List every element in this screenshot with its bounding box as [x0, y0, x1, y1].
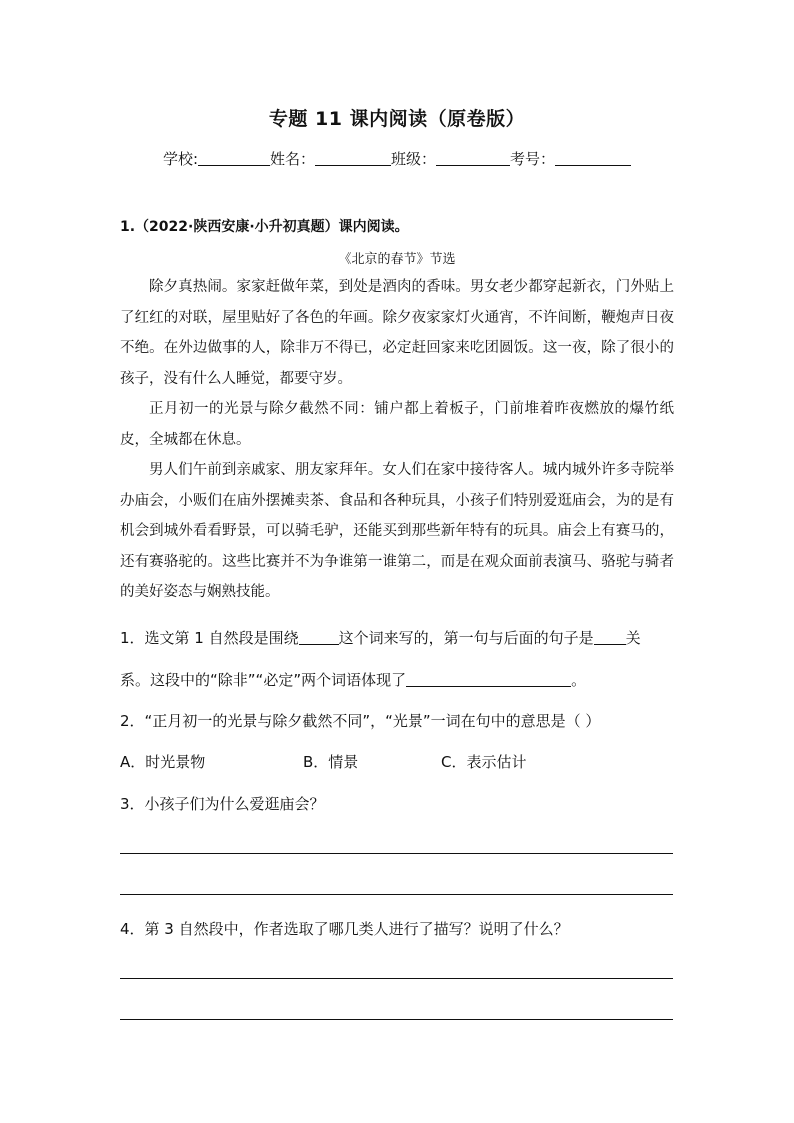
q1-text-b: 这个词来写的，第一句与后面的句子是 [338, 629, 594, 647]
q1-blank-3[interactable] [406, 671, 571, 687]
option-c[interactable]: C．表示估计 [441, 753, 527, 771]
option-b[interactable]: B．情景 [303, 753, 359, 771]
q1-blank-2[interactable] [594, 629, 626, 645]
sub-question-1-line-1 [120, 627, 641, 648]
question-heading: 1.（2022·陕西安康·小升初真题）课内阅读。 [120, 219, 409, 235]
q1-text-a: 1．选文第 1 自然段是围绕 [120, 629, 299, 647]
number-blank[interactable] [555, 150, 631, 166]
sub-question-1-line-2 [120, 669, 586, 690]
sub-question-3: 3．小孩子们为什么爱逛庙会？ [120, 795, 325, 813]
passage-title: 《北京的春节》节选 [338, 252, 456, 267]
student-info-row [0, 148, 794, 169]
q1-text-e: 。 [571, 671, 587, 689]
school-label: 学校: [162, 150, 198, 168]
option-a[interactable]: A．时光景物 [120, 753, 206, 771]
number-label: 考号： [510, 150, 556, 168]
sub-question-2: 2．“正月初一的光景与除夕截然不同”，“光景”一词在句中的意思是（ ） [120, 712, 601, 730]
sub-question-4: 4．第 3 自然段中，作者选取了哪几类人进行了描写？说明了什么？ [120, 920, 569, 938]
q1-text-d: 系。这段中的“除非”“必定”两个词语体现了 [120, 671, 407, 689]
class-label: 班级： [391, 150, 437, 168]
answer-line[interactable] [120, 978, 673, 979]
answer-line[interactable] [120, 1019, 673, 1020]
name-blank[interactable] [315, 150, 391, 166]
q1-text-c: 关 [625, 629, 641, 647]
page-title: 专题 11 课内阅读（原卷版） [268, 108, 526, 130]
passage-paragraph-3: 男人们午前到亲戚家、朋友家拜年。女人们在家中接待客人。城内城外许多寺院举办庙会，小贩们在庙外摆摊卖茶、食品和各种玩具，小孩子们特别爱逛庙会，为的是有机会到城外看看野景，可以骑毛驴，还能买到那些新年特有的玩具。庙会上有赛马的，还有赛骆驼的。这些比赛并不为争谁第一谁第二，而是在观众面前表演马、骆驼与骑者的美好姿态与娴熟技能。 [120, 462, 674, 600]
answer-line[interactable] [120, 853, 673, 854]
passage [120, 272, 674, 608]
passage-paragraph-1: 除夕真热闹。家家赶做年菜，到处是酒肉的香味。男女老少都穿起新衣，门外贴上了红红的对联，屋里贴好了各色的年画。除夕夜家家灯火通宵，不许间断，鞭炮声日夜不绝。在外边做事的人，除非万不得已，必定赶回家来吃团圆饭。这一夜，除了很小的孩子，没有什么人睡觉，都要守岁。 [120, 279, 674, 387]
passage-paragraph-2: 正月初一的光景与除夕截然不同：铺户都上着板子，门前堆着昨夜燃放的爆竹纸皮，全城都在休息。 [120, 401, 674, 448]
class-blank[interactable] [436, 150, 510, 166]
q1-blank-1[interactable] [299, 629, 339, 645]
answer-line[interactable] [120, 894, 673, 895]
school-blank[interactable] [198, 150, 270, 166]
name-label: 姓名： [270, 150, 316, 168]
